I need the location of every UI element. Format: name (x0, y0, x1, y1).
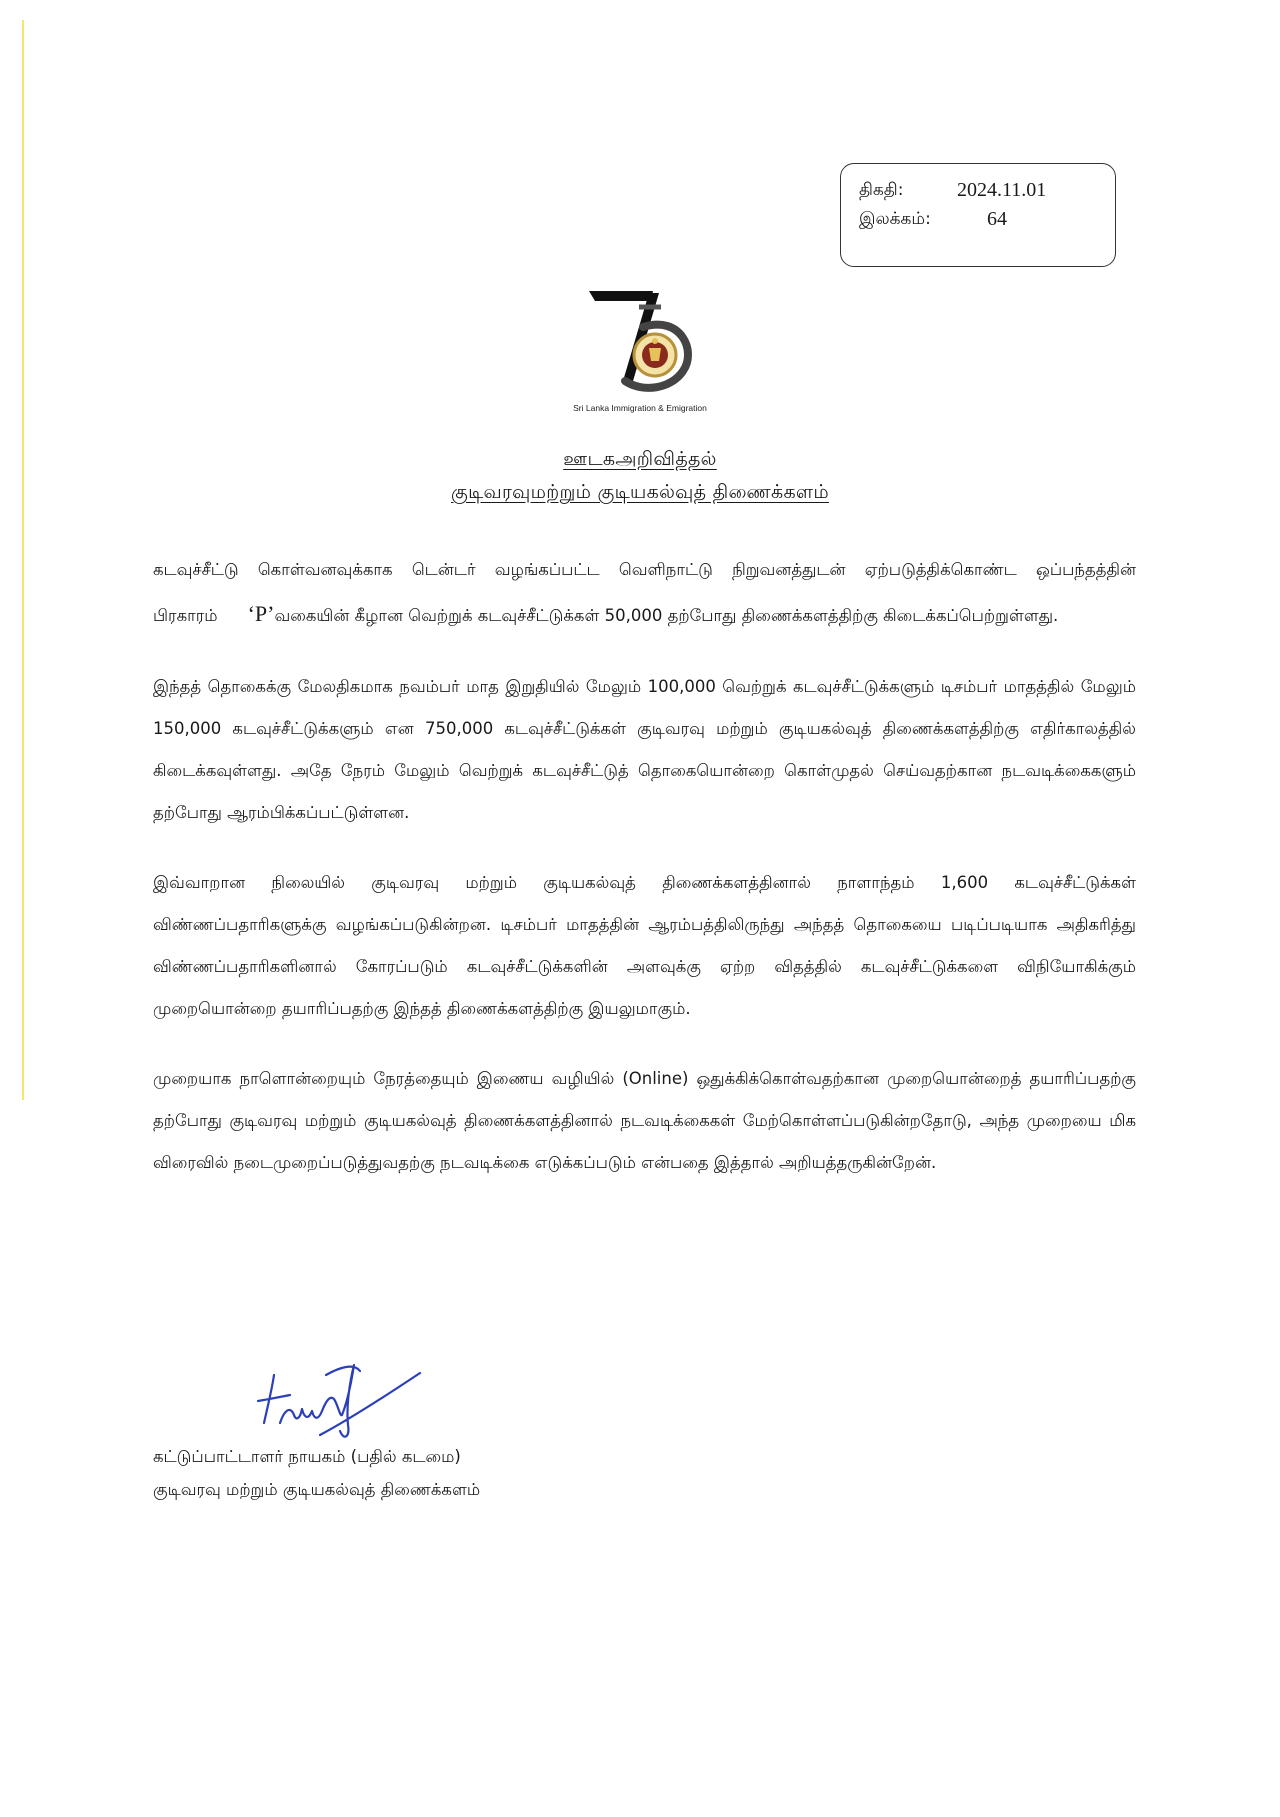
signatory-department: குடிவரவு மற்றும் குடியகல்வுத் திணைக்களம் (153, 1480, 481, 1499)
number-label: இலக்கம்: (859, 208, 931, 229)
signature (250, 1345, 425, 1445)
document-title (0, 443, 1280, 509)
title-line-2: குடிவரவுமற்றும் குடியகல்வுத் திணைக்களம் (451, 481, 829, 503)
date-label: திகதி: (859, 179, 904, 200)
title-line-1: ஊடகஅறிவித்தல் (563, 448, 717, 470)
p-type-letter: ‘P’ (247, 601, 275, 626)
paragraph-1-part-a: கடவுச்சீட்டு கொள்வனவுக்காக டென்டர் வழங்கப்பட்ட வெளிநாட்டு நிறுவனத்துடன் ஏற்படுத்திக்கொண்ட ஒப்பந்தத்தின் பிரகாரம் (153, 560, 1136, 625)
signatory-block (153, 1440, 480, 1506)
logo-caption: Sri Lanka Immigration & Emigration (573, 403, 707, 413)
scan-edge-line (22, 20, 24, 1100)
department-logo (555, 285, 725, 415)
reference-box (840, 163, 1116, 267)
date-row (859, 176, 1115, 205)
signatory-title: கட்டுப்பாட்டாளர் நாயகம் (பதில் கடமை) (153, 1447, 461, 1466)
paragraph-1-part-b: வகையின் கீழான வெற்றுக் கடவுச்சீட்டுக்கள் 50,000 தற்போது திணைக்களத்திற்கு கிடைக்கப்பெற்றுள்ளது. (274, 606, 1059, 625)
document-body (153, 548, 1136, 1212)
paragraph-1 (153, 548, 1136, 638)
number-row (859, 205, 1115, 234)
handwritten-signature-icon (250, 1345, 425, 1445)
paragraph-2: இந்தத் தொகைக்கு மேலதிகமாக நவம்பர் மாத இறுதியில் மேலும் 100,000 வெற்றுக் கடவுச்சீட்டுக்களும் டிசம்பர் மாதத்தில் மேலும் 150,000 கடவுச்சீட்டுக்களும் என 750,000 கடவுச்சீட்டுக்கள் குடிவரவு மற்றும் குடியகல்வுத் திணைக்களத்திற்கு எதிர்காலத்தில் கிடைக்கவுள்ளது. அதே நேரம் மேலும் வெற்றுக் கடவுச்சீட்டுத் தொகையொன்றை கொள்முதல் செய்வதற்கான நடவடிக்கைகளும் தற்போது ஆரம்பிக்கப்பட்டுள்ளன. (153, 677, 1136, 822)
75-anniversary-emblem-icon (555, 285, 725, 400)
date-value: 2024.11.01 (957, 179, 1047, 201)
paragraph-3: இவ்வாறான நிலையில் குடிவரவு மற்றும் குடியகல்வுத் திணைக்களத்தினால் நாளாந்தம் 1,600 கடவுச்சீட்டுக்கள் விண்ணப்பதாரிகளுக்கு வழங்கப்படுகின்றன. டிசம்பர் மாதத்தின் ஆரம்பத்திலிருந்து அந்தத் தொகையை படிப்படியாக அதிகரித்து விண்ணப்பதாரிகளினால் கோரப்படும் கடவுச்சீட்டுக்களின் அளவுக்கு ஏற்ற விதத்தில் கடவுச்சீட்டுக்களை விநியோகிக்கும் முறையொன்றை தயாரிப்பதற்கு இந்தத் திணைக்களத்திற்கு இயலுமாகும். (153, 873, 1136, 1018)
paragraph-4: முறையாக நாளொன்றையும் நேரத்தையும் இணைய வழியில் (Online) ஒதுக்கிக்கொள்வதற்கான முறையொன்றைத் தயாரிப்பதற்கு தற்போது குடிவரவு மற்றும் குடியகல்வுத் திணைக்களத்தினால் நடவடிக்கைகள் மேற்கொள்ளப்படுகின்றதோடு, அந்த முறையை மிக விரைவில் நடைமுறைப்படுத்துவதற்கு நடவடிக்கை எடுக்கப்படும் என்பதை இத்தால் அறியத்தருகின்றேன். (153, 1069, 1136, 1172)
number-value: 64 (987, 208, 1007, 230)
